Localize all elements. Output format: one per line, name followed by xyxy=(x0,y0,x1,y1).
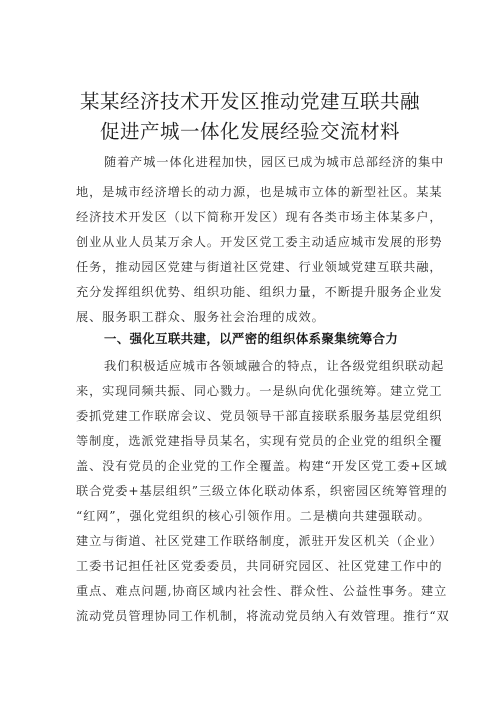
body-line: 联合党委+基层组织”三级立体化联动体系，织密园区统筹管理的 xyxy=(76,484,448,498)
intro-line: 任务，推动园区党建与街道社区党建、行业领域党建互联共融， xyxy=(76,260,443,274)
document-title-line-2: 促进产城一体化发展经验交流材料 xyxy=(99,120,400,143)
body-line: 我们积极适应城市各领域融合的特点，让各级党组织联动起 xyxy=(104,359,445,373)
body-line: 流动党员管理协同工作机制，将流动党员纳入有效管理。推行“双 xyxy=(76,609,450,623)
intro-line: 经济技术开发区（以下简称开发区）现有各类市场主体某多户， xyxy=(76,210,443,224)
intro-line: 随着产城一体化进程加快，园区已成为城市总部经济的集中 xyxy=(104,155,445,169)
body-line: 来，实现同频共振、同心戮力。一是纵向优化强统筹。建立党工 xyxy=(76,384,443,398)
intro-line: 展、服务职工群众、服务社会治理的成效。 xyxy=(76,310,325,324)
body-line: 重点、难点问题,协商区域内社会性、群众性、公益性事务。建立 xyxy=(76,584,448,598)
body-line: 等制度，选派党建指导员某名，实现有党员的企业党的组织全覆 xyxy=(76,434,443,448)
intro-line: 充分发挥组织优势、组织功能、组织力量，不断提升服务企业发 xyxy=(76,285,443,299)
body-line: “红网”，强化党组织的核心引领作用。二是横向共建强联动。 xyxy=(76,509,431,523)
body-line: 盖、没有党员的企业党的工作全覆盖。构建“开发区党工委+区域 xyxy=(76,459,448,473)
intro-line: 地，是城市经济增长的动力源，也是城市立体的新型社区。某某 xyxy=(76,185,443,199)
body-line: 委抓党建工作联席会议、党员领导干部直接联系服务基层党组织 xyxy=(76,409,443,423)
body-line: 建立与街道、社区党建工作联络制度，派驻开发区机关（企业） xyxy=(76,534,443,548)
body-line: 工委书记担任社区党委委员，共同研究园区、社区党建工作中的 xyxy=(76,559,443,573)
intro-line: 创业从业人员某万余人。开发区党工委主动适应城市发展的形势 xyxy=(76,235,443,249)
document-title-line-1: 某某经济技术开发区推动党建互联共融 xyxy=(79,90,420,113)
section-heading: 一、强化互联共建，以严密的组织体系聚集统筹合力 xyxy=(104,331,399,346)
